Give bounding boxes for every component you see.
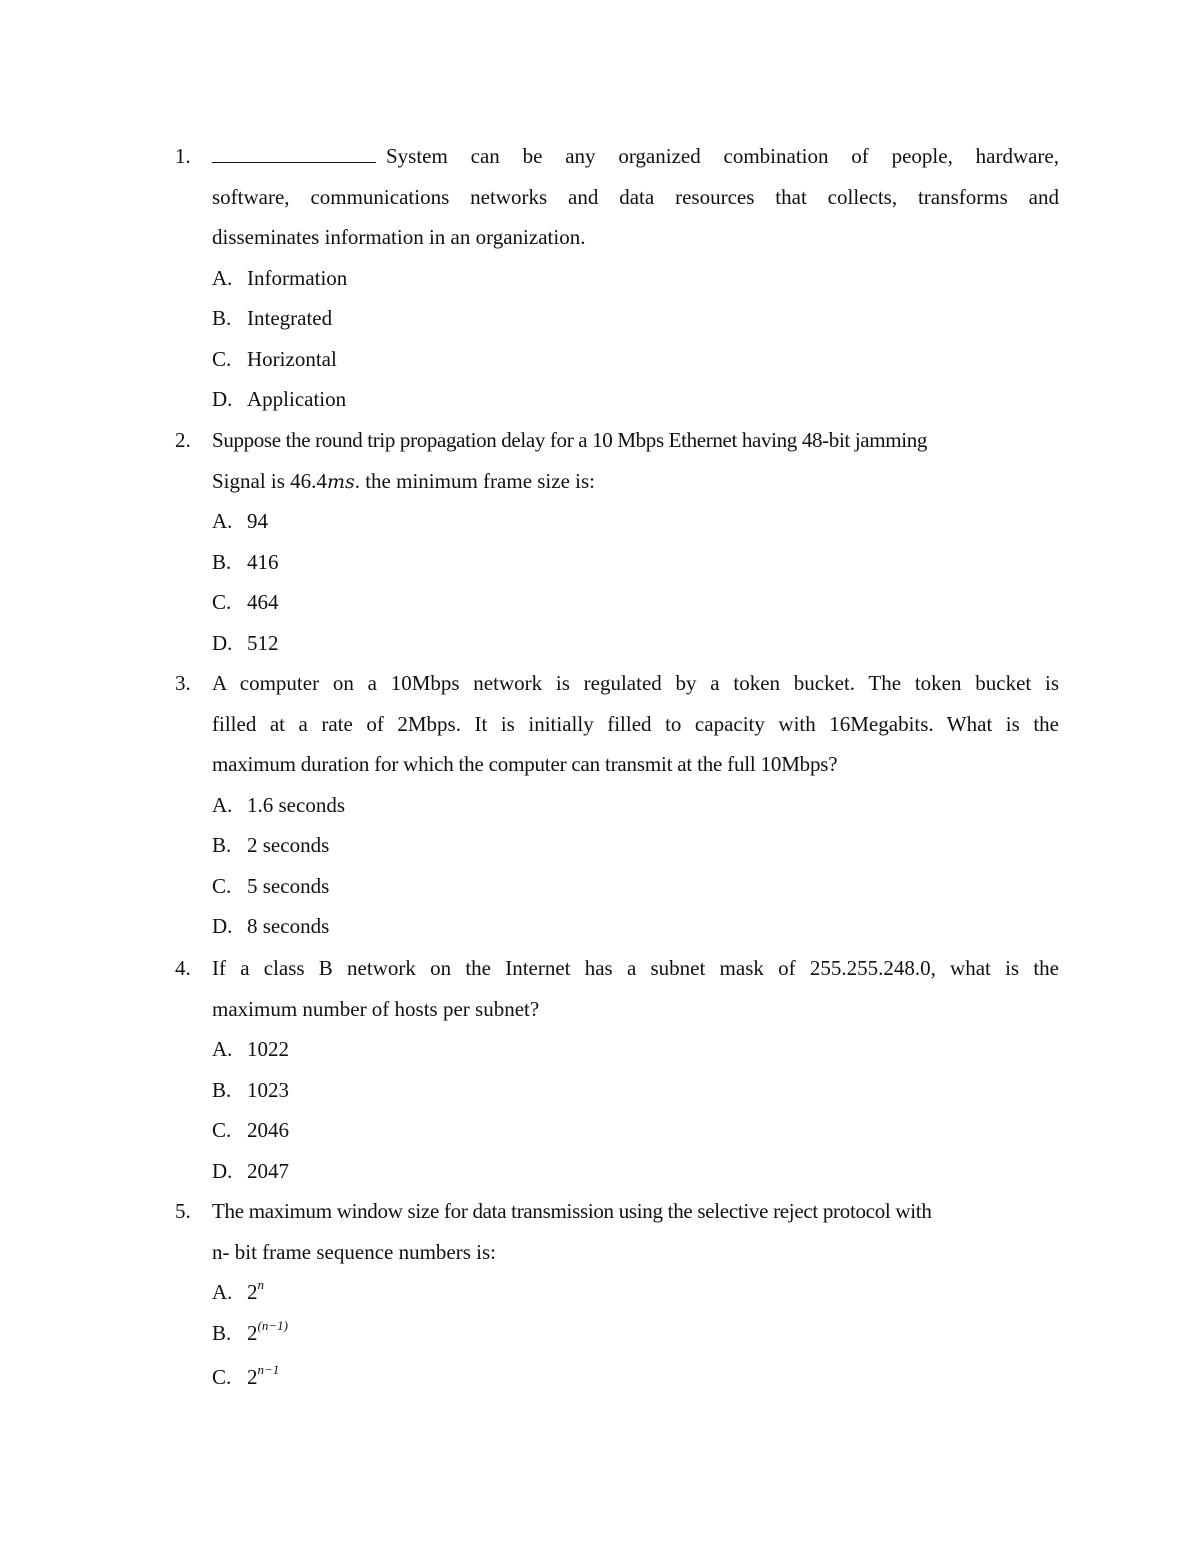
question-text bbox=[212, 663, 1059, 785]
question-text bbox=[212, 420, 1059, 501]
answer-blank[interactable] bbox=[212, 144, 376, 163]
question-number: 2. bbox=[175, 428, 191, 452]
question-line: Signal is 46.4ms. the minimum frame size is: bbox=[212, 468, 595, 493]
option-c[interactable]: C. 5 seconds bbox=[212, 873, 330, 898]
option-a[interactable]: A. Information bbox=[212, 265, 348, 290]
option-d[interactable]: D. 8 seconds bbox=[212, 914, 330, 938]
option-b[interactable]: B. 2 seconds bbox=[212, 833, 330, 857]
question-line: System can be any organized combination of people, hardware, bbox=[386, 144, 1059, 168]
math-base: 2 bbox=[247, 1320, 258, 1345]
option-d[interactable]: D. Application bbox=[212, 387, 347, 411]
option-a[interactable]: A. 1022 bbox=[212, 1037, 289, 1061]
question-line: Suppose the round trip propagation delay for a 10 Mbps Ethernet having 48-bit jamming bbox=[212, 428, 928, 452]
options-list bbox=[212, 501, 1059, 663]
options-list bbox=[212, 258, 1059, 420]
math-exponent: n bbox=[257, 1277, 264, 1292]
option-b[interactable]: B. 1023 bbox=[212, 1077, 289, 1102]
question-1 bbox=[175, 136, 1059, 420]
options-list bbox=[212, 1029, 1059, 1191]
option-a[interactable]: A. 94 bbox=[212, 509, 268, 533]
question-number: 3. bbox=[175, 671, 191, 695]
question-2 bbox=[175, 420, 1059, 663]
question-text bbox=[212, 136, 1059, 258]
question-line: The maximum window size for data transmission using the selective reject protocol with bbox=[212, 1199, 932, 1223]
question-line: maximum duration for which the computer can transmit at the full 10Mbps? bbox=[212, 752, 838, 776]
math-exponent: (n−1) bbox=[257, 1317, 288, 1333]
question-4 bbox=[175, 948, 1059, 1191]
option-c[interactable]: C. 2046 bbox=[212, 1118, 289, 1142]
math-base: 2 bbox=[247, 1365, 258, 1389]
option-d[interactable]: D. 512 bbox=[212, 630, 279, 655]
unit-ms: ms bbox=[326, 470, 355, 493]
option-d[interactable]: D. 2047 bbox=[212, 1158, 289, 1183]
question-number: 1. bbox=[175, 144, 191, 168]
option-c[interactable]: C. $2^{n-1}$ bbox=[212, 1362, 280, 1389]
question-5 bbox=[175, 1191, 1059, 1398]
question-number: 4. bbox=[175, 956, 191, 980]
question-line: If a class B network on the Internet has a subnet mask of 255.255.248.0, what is the bbox=[212, 956, 1059, 980]
option-c[interactable]: C. 464 bbox=[212, 590, 279, 614]
option-b[interactable]: B. Integrated bbox=[212, 306, 333, 330]
question-number: 5. bbox=[175, 1199, 191, 1223]
option-c[interactable]: C. Horizontal bbox=[212, 346, 337, 371]
question-line: maximum number of hosts per subnet? bbox=[212, 996, 540, 1021]
math-base: 2 bbox=[247, 1280, 258, 1304]
question-text bbox=[212, 1191, 1059, 1272]
question-text bbox=[212, 948, 1059, 1029]
options-list bbox=[212, 785, 1059, 947]
option-a[interactable]: A. 2$^n$ bbox=[212, 1277, 264, 1304]
question-line: software, communications networks and data resources that collects, transforms and bbox=[212, 184, 1059, 209]
question-line: disseminates information in an organization. bbox=[212, 225, 586, 249]
question-3 bbox=[175, 663, 1059, 947]
option-b[interactable]: B. $2^{(n-1)}$ bbox=[212, 1317, 288, 1345]
question-line: n- bit frame sequence numbers is: bbox=[212, 1239, 496, 1264]
options-list bbox=[212, 1272, 1059, 1398]
question-line: A computer on a 10Mbps network is regulated by a token bucket. The token bucket is bbox=[212, 671, 1059, 695]
option-a[interactable]: A. 1.6 seconds bbox=[212, 792, 345, 817]
question-line: filled at a rate of 2Mbps. It is initially filled to capacity with 16Megabits. What is the bbox=[212, 711, 1059, 736]
option-b[interactable]: B. 416 bbox=[212, 549, 279, 574]
math-exponent: n−1 bbox=[257, 1362, 280, 1377]
